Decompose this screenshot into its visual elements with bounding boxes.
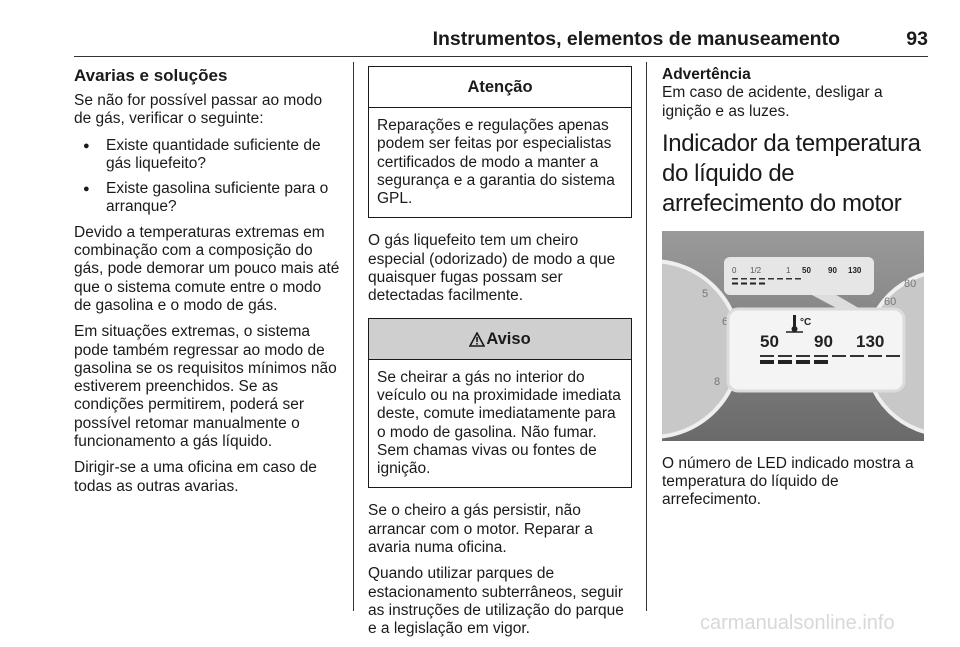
led-segment xyxy=(732,278,738,280)
led-segment-lit xyxy=(750,282,756,284)
list-item: ● Existe gasolina suficiente para o arranque? xyxy=(74,180,340,217)
section-heading-faults: Avarias e soluções xyxy=(74,66,228,85)
intro-paragraph: Se não for possível passar ao modo de gás, verificar o seguinte: xyxy=(74,92,323,128)
led-segment xyxy=(850,355,864,357)
led-segment-lit xyxy=(778,360,792,364)
led-segment-lit xyxy=(796,360,810,364)
left-column xyxy=(74,66,340,504)
led-segment xyxy=(778,355,792,357)
attention-title: Atenção xyxy=(369,67,631,108)
dial-number: 60 xyxy=(884,295,897,308)
page-number: 93 xyxy=(906,28,928,50)
advisory-text: Em caso de acidente, desligar a ignição e as luzes. xyxy=(662,84,883,120)
fuel-scale-label: 1/2 xyxy=(750,265,762,275)
dial-number: 8 xyxy=(714,375,721,388)
coolant-gauge-illustration xyxy=(662,231,924,441)
led-segment xyxy=(768,278,774,280)
watermark: carmanualsonline.info xyxy=(700,612,895,634)
right-column xyxy=(662,66,928,518)
temp-scale-label: 50 xyxy=(760,331,779,351)
column-divider-1 xyxy=(353,62,354,611)
led-segment-lit xyxy=(732,282,738,284)
led-segment xyxy=(796,355,810,357)
led-segment xyxy=(886,355,900,357)
led-segment xyxy=(868,355,882,357)
figure-caption: O número de LED indicado mostra a temperatura do líquido de arrefecimento. xyxy=(662,454,914,509)
dial-number: 5 xyxy=(702,287,709,300)
fuel-scale-label: 1 xyxy=(786,265,791,275)
temp-scale-label-small: 130 xyxy=(848,265,862,275)
running-header-title: Instrumentos, elementos de manuseamento xyxy=(432,28,840,50)
paragraph: Quando utilizar parques de estacionamento subterrâneos, seguir as instruções de utilização do parque e a legislação em vigor. xyxy=(368,565,624,638)
led-segment xyxy=(759,278,765,280)
led-segment xyxy=(786,278,792,280)
paragraph: Dirigir-se a uma oficina em caso de todas as outras avarias. xyxy=(74,459,317,495)
attention-text: Reparações e regulações apenas podem ser feitas por especialistas certificados de modo a manter a segurança e a garantia do sistema GPL. xyxy=(377,117,615,208)
warning-text: Se cheirar a gás no interior do veículo ou na proximidade imediata deste, comute imediatamente para o modo de gasolina. Não fumar. Sem chamas vivas ou fontes de ignição. xyxy=(377,368,621,478)
paragraph: Devido a temperaturas extremas em combinação com a composição do gás, pode demorar um pouco mais até que o sistema comute entre o modo de gasolina e o modo de gás. xyxy=(74,223,340,314)
temp-scale-label: 130 xyxy=(856,331,885,351)
middle-column xyxy=(368,66,632,647)
check-list xyxy=(74,137,340,217)
header-rule xyxy=(74,56,928,57)
paragraph: Se o cheiro a gás persistir, não arrancar com o motor. Reparar a avaria numa oficina. xyxy=(368,502,593,557)
warning-triangle-icon xyxy=(469,322,485,362)
list-item: ● Existe quantidade suficiente de gás liquefeito? xyxy=(74,137,340,174)
temp-unit: °C xyxy=(800,316,812,328)
fuel-scale-label: 0 xyxy=(732,265,737,275)
paragraph: O gás liquefeito tem um cheiro especial (odorizado) de modo a que quaisquer fugas possam ser detectadas facilmente. xyxy=(368,232,616,305)
attention-box xyxy=(368,66,632,218)
column-divider-2 xyxy=(646,62,647,611)
dial-number: 6 xyxy=(722,315,729,328)
led-segment-lit xyxy=(760,360,774,364)
paragraph: Em situações extremas, o sistema pode também regressar ao modo de gasolina se os requisitos mínimos não estiverem preenchidos. Se as condições permitirem, poderá ser possível retomar manualmente o funcionamento a gás líquido. xyxy=(74,323,337,451)
led-segment xyxy=(795,278,801,280)
dial-number: 80 xyxy=(904,277,917,290)
warning-header xyxy=(369,319,631,360)
led-segment xyxy=(760,355,774,357)
section-heading-coolant: Indicador da temperatura do líquido de arrefecimento do motor xyxy=(662,129,921,217)
instrument-display xyxy=(724,257,874,295)
temp-scale-label: 90 xyxy=(814,331,833,351)
warning-box xyxy=(368,318,632,489)
led-segment xyxy=(814,355,828,357)
led-segment-lit xyxy=(741,282,747,284)
temp-scale-label-small: 90 xyxy=(828,265,837,275)
led-segment xyxy=(832,355,846,357)
led-segment-lit xyxy=(759,282,765,284)
led-segment xyxy=(750,278,756,280)
led-segment xyxy=(777,278,783,280)
led-segment xyxy=(741,278,747,280)
led-segment-lit xyxy=(814,360,828,364)
temp-scale-label-small: 50 xyxy=(802,265,811,275)
warning-title: Aviso xyxy=(486,329,531,348)
advisory-title: Advertência xyxy=(662,66,751,83)
